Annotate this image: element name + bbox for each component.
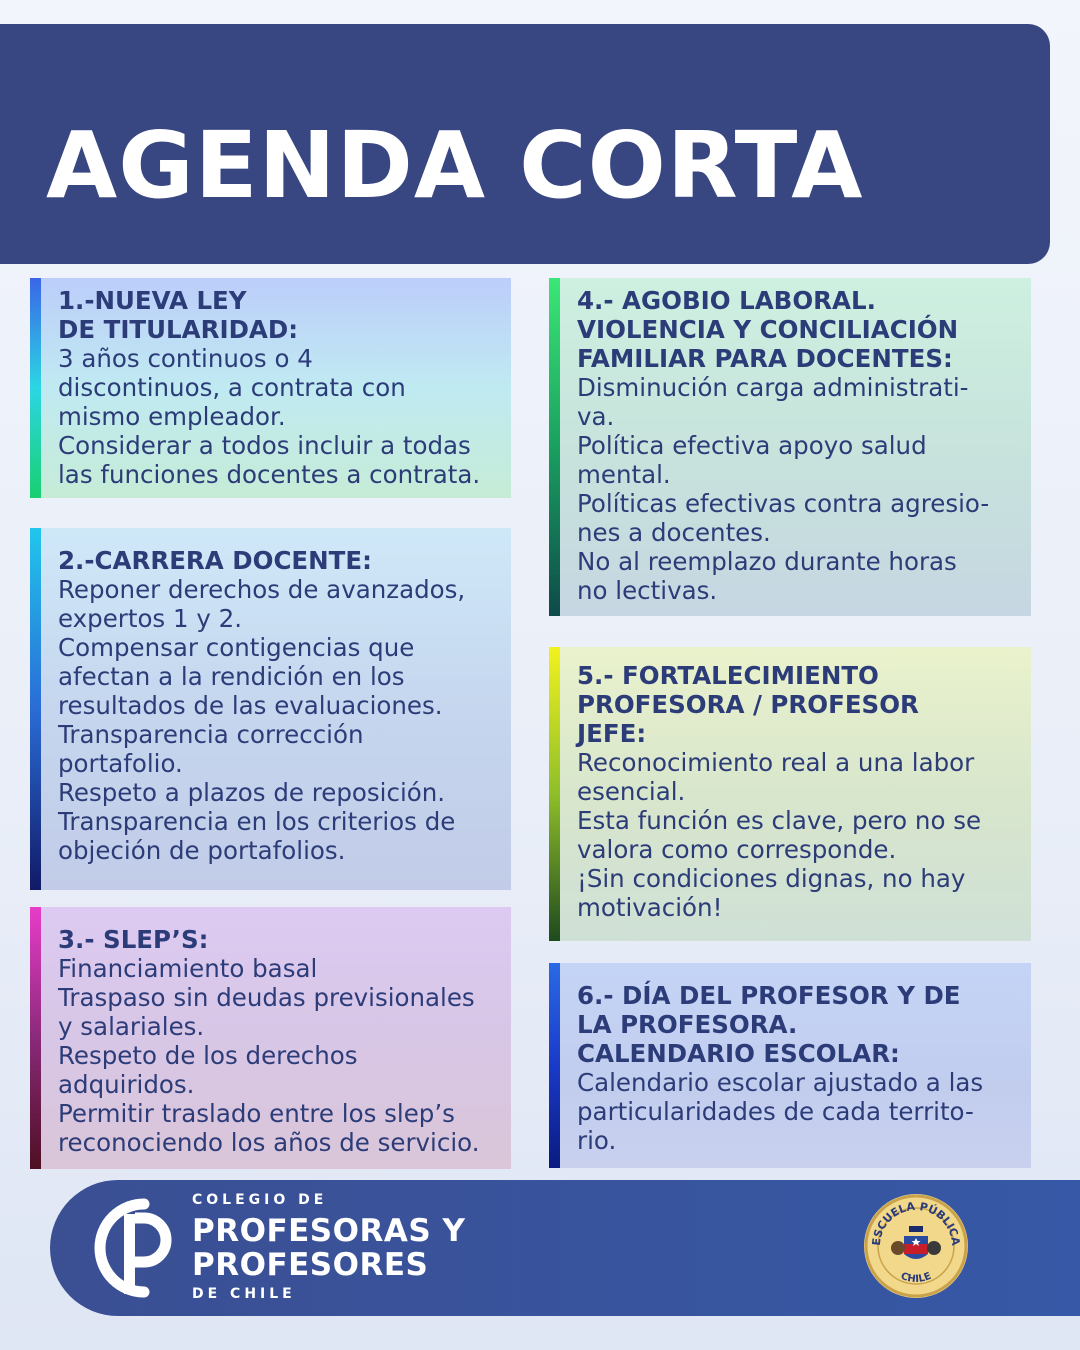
header-banner — [0, 24, 1050, 264]
section-accent-bar — [30, 278, 41, 498]
page-title: AGENDA CORTA — [46, 112, 864, 219]
section-line: Considerar a todos incluir a todas las funciones docentes a contrata. — [58, 431, 481, 489]
svg-text:ESCUELA PÚBLICA: ESCUELA PÚBLICA — [869, 1199, 963, 1247]
section-title: 3.- SLEP’S: — [58, 925, 209, 954]
section-title: 2.-CARRERA DOCENTE: — [58, 546, 372, 575]
section-title: 4.- AGOBIO LABORAL. VIOLENCIA Y CONCILIACIÓN FAMILIAR PARA DOCENTES: — [577, 286, 959, 373]
svg-text:CHILE: CHILE — [899, 1270, 933, 1286]
section-line: Reponer derechos de avanzados, expertos 1 y 2. — [58, 575, 466, 633]
section-card-2 — [30, 528, 511, 890]
section-accent-bar — [549, 647, 560, 941]
section-title: 5.- FORTALECIMIENTO PROFESORA / PROFESOR JEFE: — [577, 661, 919, 748]
section-accent-bar — [549, 963, 560, 1168]
section-card-5 — [549, 647, 1031, 941]
section-card-4 — [549, 278, 1031, 616]
org-line-2: PROFESORAS Y — [192, 1213, 466, 1249]
section-card-6 — [549, 963, 1031, 1168]
section-line: Respeto de los derechos adquiridos. — [58, 1041, 358, 1099]
section-line: Esta función es clave, pero no se valora como corresponde. — [577, 806, 982, 864]
section-accent-bar — [30, 528, 41, 890]
section-line: Políticas efectivas contra agresio- nes a docentes. — [577, 489, 990, 547]
section-line: Financiamiento basal — [58, 954, 318, 983]
section-line: Disminución carga administrati- va. — [577, 373, 969, 431]
section-line: ¡Sin condiciones dignas, no hay motivación! — [577, 864, 966, 922]
org-line-3: PROFESORES — [192, 1247, 429, 1283]
section-line: No al reemplazo durante horas no lectivas. — [577, 547, 957, 605]
escuela-publica-seal-icon — [862, 1192, 970, 1300]
section-card-3 — [30, 907, 511, 1169]
section-card-1 — [30, 278, 511, 498]
section-title: 6.- DÍA DEL PROFESOR Y DE LA PROFESORA. CALENDARIO ESCOLAR: — [577, 981, 961, 1068]
colegio-logo-icon — [86, 1194, 178, 1302]
section-line: Calendario escolar ajustado a las particularidades de cada territo- rio. — [577, 1068, 984, 1155]
org-line-1: COLEGIO DE — [192, 1192, 328, 1208]
section-line: Política efectiva apoyo salud mental. — [577, 431, 927, 489]
section-line: Traspaso sin deudas previsionales y salariales. — [58, 983, 475, 1041]
section-line: Compensar contigencias que afectan a la rendición en los resultados de las evaluaciones. — [58, 633, 443, 720]
organization-name — [192, 1192, 465, 1302]
section-accent-bar — [30, 907, 41, 1169]
section-accent-bar — [549, 278, 560, 616]
section-line: Respeto a plazos de reposición. — [58, 778, 446, 807]
org-line-4: DE CHILE — [192, 1286, 296, 1302]
section-line: Reconocimiento real a una labor esencial. — [577, 748, 975, 806]
footer-bar — [50, 1180, 1080, 1316]
section-line: Transparencia en los criterios de objeción de portafolios. — [58, 807, 456, 865]
section-line: Transparencia corrección portafolio. — [58, 720, 364, 778]
section-line: 3 años continuos o 4 discontinuos, a contrata con mismo empleador. — [58, 344, 406, 431]
section-title: 1.-NUEVA LEY DE TITULARIDAD: — [58, 286, 299, 344]
section-line: Permitir traslado entre los slep’s reconociendo los años de servicio. — [58, 1099, 480, 1157]
